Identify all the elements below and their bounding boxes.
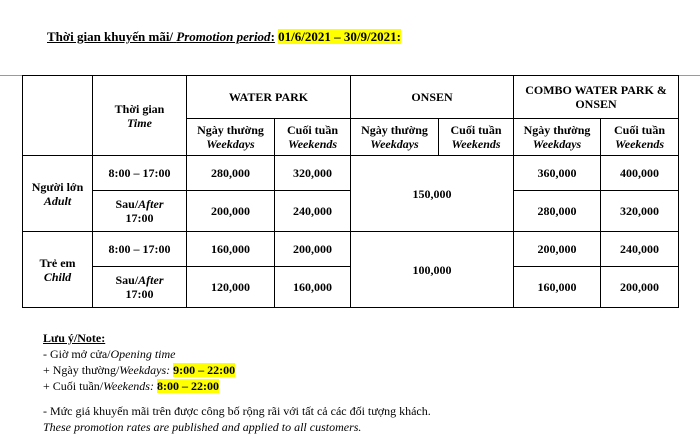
- weekends-header: Cuối tuần Weekends: [601, 119, 679, 156]
- table-row: [23, 156, 679, 191]
- time-slot: 8:00 – 17:00: [93, 156, 187, 191]
- group-header-onsen: ONSEN: [351, 76, 514, 119]
- weekdays-hours-line: + Ngày thường/Weekdays: 9:00 – 22:00: [43, 363, 236, 377]
- weekdays-header: Ngày thường Weekdays: [187, 119, 275, 156]
- promotion-period-dates: 01/6/2021 – 30/9/2021:: [278, 29, 401, 44]
- price-cell: 200,000: [601, 267, 679, 308]
- weekends-header: Cuối tuần Weekends: [439, 119, 514, 156]
- category-child: Trẻ em Child: [23, 232, 93, 308]
- price-cell: 200,000: [275, 232, 351, 267]
- price-cell: 320,000: [601, 191, 679, 232]
- price-cell: 160,000: [187, 232, 275, 267]
- promotion-period: [47, 29, 401, 45]
- weekdays-header: Ngày thường Weekdays: [514, 119, 601, 156]
- weekends-hours: 8:00 – 22:00: [156, 379, 219, 393]
- price-cell: 320,000: [275, 156, 351, 191]
- price-cell: 240,000: [601, 232, 679, 267]
- time-slot: Sau/After 17:00: [93, 191, 187, 232]
- weekends-hours-line: + Cuối tuần/Weekends: 8:00 – 22:00: [43, 379, 219, 393]
- weekends-header: Cuối tuần Weekends: [275, 119, 351, 156]
- onsen-price-child: 100,000: [351, 232, 514, 308]
- rates-note-vi: - Mức giá khuyến mãi trên được công bố rộng rãi với tất cả các đối tượng khách.: [43, 404, 431, 418]
- price-cell: 200,000: [514, 232, 601, 267]
- onsen-price-adult: 150,000: [351, 156, 514, 232]
- group-header-combo: COMBO WATER PARK & ONSEN: [514, 76, 679, 119]
- price-cell: 160,000: [275, 267, 351, 308]
- promotion-period-label: Thời gian khuyến mãi/ Promotion period:: [47, 29, 275, 44]
- time-slot: Sau/After 17:00: [93, 267, 187, 308]
- rates-note-en: These promotion rates are published and applied to all customers.: [43, 420, 362, 434]
- empty-corner-cell: [23, 76, 93, 156]
- group-header-water-park: WATER PARK: [187, 76, 351, 119]
- weekdays-header: Ngày thường Weekdays: [351, 119, 439, 156]
- price-cell: 160,000: [514, 267, 601, 308]
- time-header: Thời gian Time: [93, 76, 187, 156]
- price-cell: 200,000: [187, 191, 275, 232]
- price-cell: 280,000: [514, 191, 601, 232]
- category-adult: Người lớn Adult: [23, 156, 93, 232]
- weekdays-hours: 9:00 – 22:00: [173, 363, 236, 377]
- time-slot: 8:00 – 17:00: [93, 232, 187, 267]
- price-cell: 240,000: [275, 191, 351, 232]
- notes-section: [43, 330, 693, 435]
- price-cell: 400,000: [601, 156, 679, 191]
- price-cell: 360,000: [514, 156, 601, 191]
- table-header-row: [23, 76, 679, 119]
- price-table: [22, 75, 679, 308]
- price-cell: 120,000: [187, 267, 275, 308]
- price-cell: 280,000: [187, 156, 275, 191]
- table-row: [23, 232, 679, 267]
- opening-time-line: - Giờ mở cửa/Opening time: [43, 347, 176, 361]
- notes-title: Lưu ý/Note:: [43, 331, 106, 345]
